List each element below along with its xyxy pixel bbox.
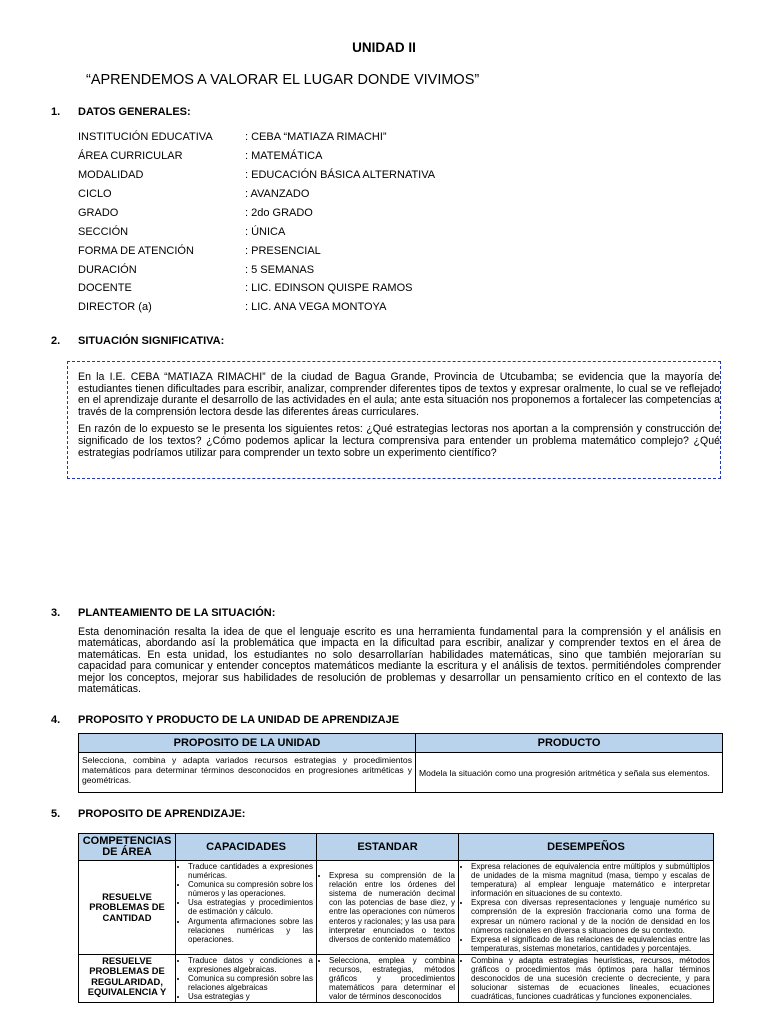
section-title-proposito-aprendizaje: PROPOSITO DE APRENDIZAJE:: [78, 808, 246, 820]
planteamiento-paragraph: Esta denominación resalta la idea de que el lenguaje escrito es una herramienta fundamental para la comprensión y el análisis en matemáticas, abordando así la problemática que impacta en la dificultad para escribir, analizar y comprender textos en el área de matemáticas. En esta unidad, los estudiantes no solo desarrollarían habilidades matemáticas, sino que también mejorarían su capacidad para comunicar y entender conceptos matemáticos mediante la escritura y el análisis de textos. permitiéndoles comprender mejor los conceptos, mejorar sus habilidades de resolución de problemas y desarrollar un pensamiento crítico en el contexto de las matemáticas.: [78, 626, 721, 696]
section-title-situacion: SITUACIÓN SIGNIFICATIVA:: [78, 335, 225, 347]
datos-value: : LIC. EDINSON QUISPE RAMOS: [245, 282, 413, 294]
proposito-producto-table: [78, 733, 723, 793]
section-title-datos-generales: DATOS GENERALES:: [78, 106, 191, 118]
situacion-paragraph-1: En la I.E. CEBA “MATIAZA RIMACHI” de la ciudad de Bagua Grande, Provincia de Utcubamba; se evidencia que la mayoría de estudiantes tienen dificultades para escribir, analizar, comprender diferentes tipos de textos y expresar oralmente, lo cual se ve reflejado en el aprendizaje durante el desarrollo de las actividades en el aula; ante esta situación nos proponemos a fortalecer las competencias a través de la comprensión lectora desde las diferentes áreas curriculares.: [78, 371, 720, 418]
list-item: • Argumenta afirmaciones sobre las relaciones numéricas y las operaciones.: [188, 917, 313, 944]
list-item: • Usa estrategias y: [188, 992, 313, 1001]
capacidades-cell: [176, 861, 317, 955]
datos-row: [78, 207, 313, 219]
datos-label: FORMA DE ATENCIÓN: [78, 245, 194, 257]
datos-row: [78, 169, 436, 181]
datos-value: : 2do GRADO: [245, 207, 313, 219]
datos-label: SECCIÓN: [78, 226, 129, 238]
datos-label: CICLO: [78, 188, 112, 200]
situacion-paragraph-2: En razón de lo expuesto se le presenta los siguientes retos: ¿Qué estrategias lectoras nos aportan a la comprensión y construcción de significado de los textos? ¿Cómo podemos aplicar la lectura comprensiva para entender un problema matemático complejo? ¿Qué estrategias podríamos utilizar para comprender un texto sobre un experimento científico?: [78, 423, 720, 459]
datos-row: [78, 301, 387, 313]
list-item: • Traduce cantidades a expresiones numéricas.: [188, 862, 313, 880]
datos-row: [78, 188, 310, 200]
table-header: PROPOSITO DE LA UNIDAD: [79, 734, 416, 753]
datos-row: [78, 282, 413, 294]
datos-row: [78, 245, 321, 257]
section-title-proposito-producto: PROPOSITO Y PRODUCTO DE LA UNIDAD DE APRENDIZAJE: [78, 714, 400, 726]
situacion-box: [67, 361, 721, 479]
competencia-cell: RESUELVE PROBLEMAS DE CANTIDAD: [79, 861, 176, 955]
table-header: CAPACIDADES: [176, 834, 317, 861]
datos-row: [78, 150, 323, 162]
section-number: 2.: [51, 335, 61, 347]
datos-label: MODALIDAD: [78, 169, 144, 181]
table-header: COMPETENCIAS DE ÁREA: [79, 834, 176, 861]
table-row: [79, 861, 714, 955]
datos-value: : PRESENCIAL: [245, 245, 321, 257]
list-item: • Expresa el significado de las relaciones de equivalencias entre las temperaturas, sistemas monetarios, cantidades y porcentajes.: [471, 935, 710, 953]
desempenos-cell: [459, 861, 714, 955]
list-item: • Traduce datos y condiciones a expresiones algebraicas.: [188, 956, 313, 974]
datos-label: DOCENTE: [78, 282, 132, 294]
list-item: • Selecciona, emplea y combina recursos, estrategias, métodos gráficos y procedimientos matemáticos para determinar el valor de términos desconocidos: [329, 956, 455, 1001]
list-item: • Comunica su compresión sobre los números y las operaciones.: [188, 880, 313, 898]
section-title-planteamiento: PLANTEAMIENTO DE LA SITUACIÓN:: [78, 607, 276, 619]
datos-row: [78, 131, 387, 143]
datos-value: : ÚNICA: [245, 226, 286, 238]
datos-label: DURACIÓN: [78, 264, 137, 276]
datos-value: : MATEMÁTICA: [245, 150, 323, 162]
aprendizaje-table: [78, 833, 714, 1003]
section-number: 5.: [51, 808, 61, 820]
datos-value: : CEBA “MATIAZA RIMACHI”: [245, 131, 387, 143]
desempenos-cell: [459, 954, 714, 1002]
list-item: • Expresa su comprensión de la relación entre los órdenes del sistema de numeración decimal con las potencias de base diez, y entre las operaciones con números enteros y racionales; y las usa para interpretar enunciados o textos diversos de contenido matemático: [329, 871, 455, 944]
estandar-cell: [317, 861, 459, 955]
datos-value: : EDUCACIÓN BÁSICA ALTERNATIVA: [245, 169, 436, 181]
datos-value: : 5 SEMANAS: [245, 264, 315, 276]
datos-row: [78, 226, 286, 238]
proposito-cell: Selecciona, combina y adapta variados recursos estrategias y procedimientos matemáticos para determinar términos desconocidos en progresiones aritméticas y geométricas.: [79, 753, 416, 793]
estandar-cell: [317, 954, 459, 1002]
list-item: • Expresa con diversas representaciones y lenguaje numérico su comprensión de la expresión fraccionaria como una forma de expresar un número racional y de la noción de densidad en los números racionales en diversa s situaciones de su contexto.: [471, 898, 710, 934]
unit-subtitle: “APRENDEMOS A VALORAR EL LUGAR DONDE VIVIMOS”: [86, 72, 480, 88]
datos-label: ÁREA CURRICULAR: [78, 150, 183, 162]
list-item: • Combina y adapta estrategias heurísticas, recursos, métodos gráficos o procedimientos más óptimos para hallar términos desconocidos de una sucesión creciente o decreciente, y para solucionar sistemas de ecuaciones lineales, ecuaciones cuadráticas, funciones cuadráticas y funciones exponenciales.: [471, 956, 710, 1001]
unit-title: UNIDAD II: [352, 40, 416, 55]
datos-label: GRADO: [78, 207, 119, 219]
section-number: 4.: [51, 714, 61, 726]
datos-value: : AVANZADO: [245, 188, 310, 200]
section-number: 3.: [51, 607, 61, 619]
list-item: • Expresa relaciones de equivalencia entre múltiplos y submúltiplos de unidades de la misma magnitud (masa, tiempo y escalas de temperatura) al emplear lenguaje matemático e interpretar información en situaciones de su contexto.: [471, 862, 710, 898]
datos-label: INSTITUCIÓN EDUCATIVA: [78, 131, 213, 143]
producto-cell: Modela la situación como una progresión aritmética y señala sus elementos.: [416, 753, 723, 793]
datos-value: : LIC. ANA VEGA MONTOYA: [245, 301, 387, 313]
capacidades-cell: [176, 954, 317, 1002]
list-item: • Usa estrategias y procedimientos de estimación y cálculo.: [188, 898, 313, 916]
table-header: DESEMPEÑOS: [459, 834, 714, 861]
table-header: ESTANDAR: [317, 834, 459, 861]
list-item: • Comunica su compresión sobre las relaciones algebraicas: [188, 974, 313, 992]
section-number: 1.: [51, 106, 61, 118]
datos-row: [78, 264, 315, 276]
competencia-cell: RESUELVE PROBLEMAS DE REGULARIDAD, EQUIVALENCIA Y: [79, 954, 176, 1002]
table-row: [79, 954, 714, 1002]
datos-label: DIRECTOR (a): [78, 301, 152, 313]
table-header: PRODUCTO: [416, 734, 723, 753]
